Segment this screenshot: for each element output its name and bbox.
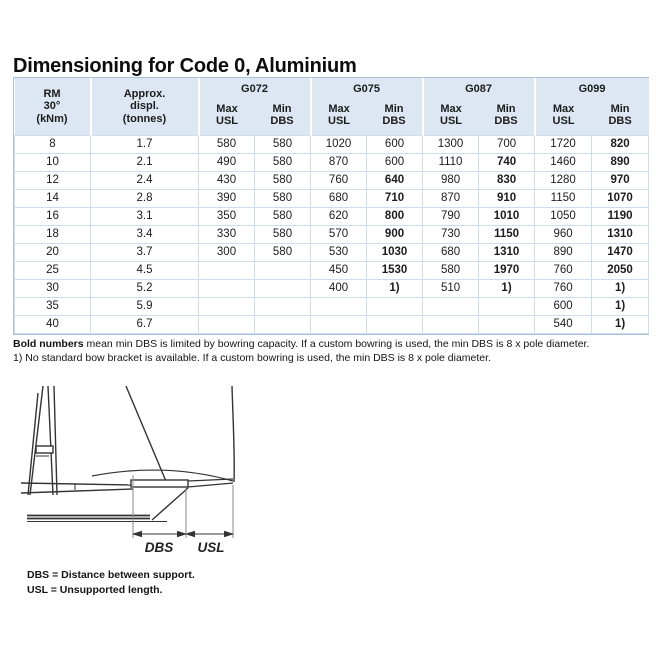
subheader-min-dbs: Min DBS <box>255 98 311 136</box>
table-row <box>15 316 649 334</box>
table-cell: 1720 <box>535 136 592 154</box>
table-cell <box>199 298 255 316</box>
table-row <box>15 262 649 280</box>
footnote-bold-numbers <box>13 338 649 352</box>
table-cell: 960 <box>535 226 592 244</box>
table-cell: 790 <box>423 208 479 226</box>
table-row <box>15 226 649 244</box>
table-cell: 1300 <box>423 136 479 154</box>
table-cell: 25 <box>15 262 91 280</box>
table-cell: 580 <box>255 172 311 190</box>
col-header-rm: RM 30° (kNm) <box>15 78 91 136</box>
table-cell: 5.9 <box>91 298 199 316</box>
table-cell: 890 <box>535 244 592 262</box>
subheader-min-dbs: Min DBS <box>479 98 535 136</box>
group-header-g075: G075 <box>311 78 423 98</box>
subheader-max-usl: Max USL <box>199 98 255 136</box>
table-cell: 16 <box>15 208 91 226</box>
table-cell: 1110 <box>423 154 479 172</box>
table-cell: 10 <box>15 154 91 172</box>
table-cell: 350 <box>199 208 255 226</box>
table-cell: 1030 <box>367 244 423 262</box>
pole-tip-line <box>188 483 233 487</box>
table-row <box>15 244 649 262</box>
table-cell: 2050 <box>592 262 649 280</box>
table-cell: 510 <box>423 280 479 298</box>
table-cell: 35 <box>15 298 91 316</box>
table-cell: 490 <box>199 154 255 172</box>
abbreviation-legend <box>27 568 195 598</box>
table-cell: 1) <box>592 280 649 298</box>
table-cell: 540 <box>535 316 592 334</box>
table-row <box>15 208 649 226</box>
table-cell: 3.4 <box>91 226 199 244</box>
table-cell: 1020 <box>311 136 367 154</box>
dimension-table <box>14 78 649 334</box>
table-cell: 3.1 <box>91 208 199 226</box>
table-cell: 600 <box>367 154 423 172</box>
table-cell: 870 <box>311 154 367 172</box>
table-cell <box>255 316 311 334</box>
table-cell: 1) <box>592 298 649 316</box>
table-cell <box>423 298 479 316</box>
arrowhead-icon <box>187 531 195 536</box>
table-cell: 580 <box>255 136 311 154</box>
table-cell: 580 <box>199 136 255 154</box>
table-cell: 530 <box>311 244 367 262</box>
table-row <box>15 136 649 154</box>
table-cell <box>479 316 535 334</box>
table-cell: 1310 <box>592 226 649 244</box>
subheader-max-usl: Max USL <box>535 98 592 136</box>
sail-leech-curve <box>232 386 234 482</box>
table-cell: 430 <box>199 172 255 190</box>
subheader-max-usl: Max USL <box>311 98 367 136</box>
deck-line <box>21 483 133 485</box>
subheader-min-dbs: Min DBS <box>592 98 649 136</box>
arrowhead-icon <box>178 531 186 536</box>
table-cell: 900 <box>367 226 423 244</box>
bobstay-line <box>152 488 188 520</box>
table-cell: 870 <box>423 190 479 208</box>
table-cell: 580 <box>255 190 311 208</box>
table-cell: 3.7 <box>91 244 199 262</box>
table-cell: 1310 <box>479 244 535 262</box>
table-cell: 400 <box>311 280 367 298</box>
table-cell: 12 <box>15 172 91 190</box>
footnote-line1-rest: mean min DBS is limited by bowring capacity. If a custom bowring is used, the min DBS is 8 x pole diameter. <box>83 338 590 350</box>
page-title: Dimensioning for Code 0, Aluminium <box>13 55 357 78</box>
dbs-dimension-label: DBS <box>144 540 174 555</box>
table-cell: 820 <box>592 136 649 154</box>
table-cell <box>255 298 311 316</box>
table-cell <box>311 316 367 334</box>
table-cell: 18 <box>15 226 91 244</box>
dimension-table-wrapper <box>13 77 649 335</box>
table-cell: 2.8 <box>91 190 199 208</box>
table-cell: 620 <box>311 208 367 226</box>
table-cell: 760 <box>311 172 367 190</box>
table-header <box>15 78 649 136</box>
table-cell: 450 <box>311 262 367 280</box>
table-cell: 830 <box>479 172 535 190</box>
table-cell: 30 <box>15 280 91 298</box>
table-row <box>15 172 649 190</box>
table-cell: 330 <box>199 226 255 244</box>
table-cell: 1970 <box>479 262 535 280</box>
table-cell: 580 <box>423 262 479 280</box>
mast-line <box>54 386 57 495</box>
table-cell <box>255 280 311 298</box>
bowsprit-pole <box>131 480 188 487</box>
group-header-g072: G072 <box>199 78 311 98</box>
dimension-lines <box>133 531 233 536</box>
footnote-bold-lead: Bold numbers <box>13 338 84 350</box>
footnotes <box>13 338 649 365</box>
table-cell: 570 <box>311 226 367 244</box>
table-cell: 580 <box>255 154 311 172</box>
table-cell: 1) <box>479 280 535 298</box>
table-row <box>15 280 649 298</box>
table-cell: 640 <box>367 172 423 190</box>
table-cell <box>199 316 255 334</box>
table-cell: 1) <box>592 316 649 334</box>
table-cell: 680 <box>311 190 367 208</box>
table-cell: 40 <box>15 316 91 334</box>
group-header-g087: G087 <box>423 78 535 98</box>
table-cell <box>311 298 367 316</box>
table-cell <box>199 280 255 298</box>
table-cell: 600 <box>535 298 592 316</box>
table-row <box>15 190 649 208</box>
footnote-bracket: 1) No standard bow bracket is available. If a custom bowring is used, the min DBS is 8 x pole diameter. <box>13 351 491 364</box>
table-row <box>15 154 649 172</box>
pole-tip-line <box>188 479 233 481</box>
table-cell: 4.5 <box>91 262 199 280</box>
table-cell <box>367 298 423 316</box>
table-cell: 1150 <box>479 226 535 244</box>
table-cell: 710 <box>367 190 423 208</box>
table-cell: 580 <box>255 226 311 244</box>
table-cell <box>199 262 255 280</box>
table-cell: 1280 <box>535 172 592 190</box>
boat-bow-diagram <box>15 386 245 563</box>
table-cell <box>367 316 423 334</box>
boat-outline <box>21 386 234 522</box>
table-cell: 1010 <box>479 208 535 226</box>
table-cell: 2.1 <box>91 154 199 172</box>
table-cell: 1470 <box>592 244 649 262</box>
table-cell: 760 <box>535 262 592 280</box>
table-cell <box>255 262 311 280</box>
table-cell: 1070 <box>592 190 649 208</box>
table-cell: 580 <box>255 244 311 262</box>
table-cell: 760 <box>535 280 592 298</box>
table-cell: 740 <box>479 154 535 172</box>
subheader-min-dbs: Min DBS <box>367 98 423 136</box>
table-cell: 300 <box>199 244 255 262</box>
table-cell: 14 <box>15 190 91 208</box>
table-cell: 20 <box>15 244 91 262</box>
table-cell: 2.4 <box>91 172 199 190</box>
table-cell: 1460 <box>535 154 592 172</box>
table-cell: 700 <box>479 136 535 154</box>
table-cell: 580 <box>255 208 311 226</box>
table-cell: 1) <box>367 280 423 298</box>
arrowhead-icon <box>225 531 233 536</box>
table-cell: 1190 <box>592 208 649 226</box>
mast-bracket <box>36 446 53 453</box>
table-body <box>15 136 649 334</box>
group-header-g099: G099 <box>535 78 649 98</box>
hull-sheer-line <box>21 489 133 493</box>
table-cell: 1.7 <box>91 136 199 154</box>
legend-usl: USL = Unsupported length. <box>27 584 163 596</box>
table-cell: 390 <box>199 190 255 208</box>
table-cell: 6.7 <box>91 316 199 334</box>
table-cell: 890 <box>592 154 649 172</box>
legend-dbs: DBS = Distance between support. <box>27 569 195 581</box>
subheader-max-usl: Max USL <box>423 98 479 136</box>
mast-line <box>48 386 53 495</box>
table-row <box>15 298 649 316</box>
arrowhead-icon <box>134 531 142 536</box>
table-cell <box>479 298 535 316</box>
table-cell: 910 <box>479 190 535 208</box>
table-cell: 5.2 <box>91 280 199 298</box>
table-cell: 680 <box>423 244 479 262</box>
table-cell: 980 <box>423 172 479 190</box>
usl-dimension-label: USL <box>197 540 225 555</box>
table-cell: 970 <box>592 172 649 190</box>
table-cell: 1530 <box>367 262 423 280</box>
col-header-displ: Approx. displ. (tonnes) <box>91 78 199 136</box>
table-cell: 600 <box>367 136 423 154</box>
table-cell <box>423 316 479 334</box>
table-cell: 730 <box>423 226 479 244</box>
table-cell: 1150 <box>535 190 592 208</box>
table-cell: 800 <box>367 208 423 226</box>
table-cell: 1050 <box>535 208 592 226</box>
table-cell: 8 <box>15 136 91 154</box>
